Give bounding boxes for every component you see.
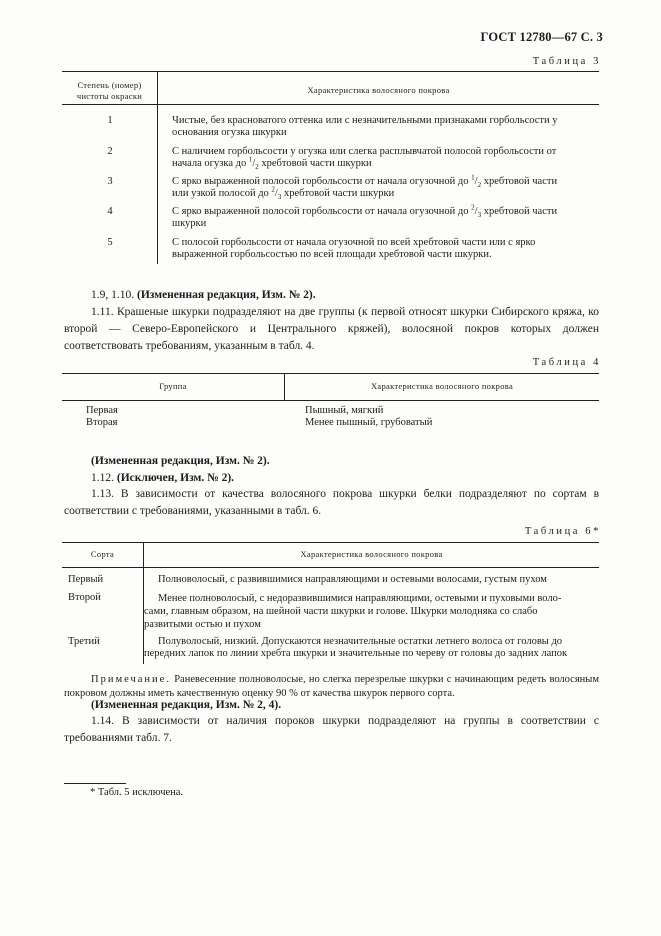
group-description: Менее пышный, грубоватый bbox=[305, 417, 433, 428]
table4-header-rule bbox=[62, 400, 599, 401]
table4-col2-header: Характеристика волосяного покрова bbox=[370, 381, 514, 391]
group-name: Вторая bbox=[86, 417, 118, 428]
table6-col2-header: Характеристика волосяного покрова bbox=[300, 549, 443, 559]
group-name: Первая bbox=[86, 405, 118, 416]
sort-description: Менее полноволосый, с недоразвившимися направляющими, остевыми и пуховыми воло- сами, главным образом, на шейной части шкурки и голове. Шкурки молодняка со слабо развитыми остью и пухом bbox=[144, 593, 562, 630]
paragraph-1-13: 1.13. В зависимости от качества волосяного покрова шкурки белки подразделяют по сортам в соответствии с требованиями, указанными в табл. 6. bbox=[64, 488, 599, 517]
table3-col1-header: Степень (номер) чистоты окраски bbox=[76, 80, 143, 101]
row-number: 3 bbox=[107, 176, 113, 187]
sort-name: Первый bbox=[68, 574, 104, 585]
footnote: * Табл. 5 исключена. bbox=[90, 787, 184, 798]
paragraph-1-11: 1.11. Крашеные шкурки подразделяют на две группы (к первой относят шкурки Сибирского кряжа, ко второй — Северо-Европейского и Центрального кряжей), волосяной покров которых должен соответствовать требованиям, указанным в табл. 4. bbox=[64, 306, 599, 352]
table6-note: Примечание. Раневесенние полноволосые, но слегка перезрелые шкурки с начинающим редеть волосяным покровом должны иметь качественную оценку 90 % от качества шкурок первого сорта. bbox=[64, 674, 599, 699]
table6-caption: Таблица 6* bbox=[524, 526, 601, 537]
page-header: ГОСТ 12780—67 С. 3 bbox=[480, 30, 603, 44]
table4-caption: Таблица 4 bbox=[532, 357, 601, 368]
edit-note-2-4: (Измененная редакция, Изм. № 2, 4). bbox=[91, 699, 282, 711]
group-description: Пышный, мягкий bbox=[305, 405, 384, 416]
row-number: 4 bbox=[107, 206, 113, 217]
row-description: Чистые, без красноватого оттенка или с незначительными признаками горбольсости у основания огузка шкурки bbox=[172, 115, 558, 138]
table3-top-rule bbox=[62, 71, 599, 72]
edit-note-2: (Измененная редакция, Изм. № 2). bbox=[91, 455, 270, 467]
sort-description: Полноволосый, с развившимися направляющими и остевыми волосами, густым пухом bbox=[158, 574, 547, 585]
row-description: С ярко выраженной полосой горбольсости от начала огузочной до $^2/_3$ хребтовой части шкурки bbox=[172, 203, 558, 229]
row-description: С ярко выраженной полосой горбольсости от начала огузочной до $^1/_2$ хребтовой части или узкой полосой до $^2/_3$ хребтовой части шкурки bbox=[172, 173, 558, 202]
table4-col1-header: Группа bbox=[159, 381, 187, 391]
table6-header-rule bbox=[62, 567, 599, 568]
sort-name: Третий bbox=[68, 636, 100, 647]
table3-column-divider bbox=[157, 71, 158, 264]
row-number: 5 bbox=[107, 237, 113, 248]
sort-description: Полуволосый, низкий. Допускаются незначительные остатки летнего волоса от головы до передних лапок по линии хребта шкурки и значительные по череву от головы до задних лапок bbox=[144, 636, 568, 659]
table3-caption: Таблица 3 bbox=[532, 56, 601, 67]
table4-top-rule bbox=[62, 373, 599, 374]
paragraph-1-9: 1.9, 1.10. (Измененная редакция, Изм. № 2). bbox=[91, 289, 316, 301]
row-number: 1 bbox=[107, 115, 113, 126]
table6-col1-header: Сорта bbox=[90, 549, 115, 559]
table3-col2-header: Характеристика волосяного покрова bbox=[307, 85, 450, 95]
footnote-rule bbox=[64, 783, 126, 784]
row-description: С полосой горбольсости от начала огузочной по всей хребтовой части или с ярко выраженной горбольсостью по всей площади хребтовой части шкурки. bbox=[172, 237, 536, 260]
paragraph-1-14: 1.14. В зависимости от наличия пороков шкурки подразделяют на группы в соответствии с требованиями табл. 7. bbox=[64, 715, 599, 744]
row-number: 2 bbox=[107, 146, 113, 157]
table3-header-rule bbox=[62, 104, 599, 105]
row-description: С наличием горбольсости у огузка или слегка расплывчатой полосой горбольсости от начала огузка до $^1/_2$ хребтовой части шкурки bbox=[172, 146, 557, 172]
paragraph-1-12: 1.12. (Исключен, Изм. № 2). bbox=[91, 472, 235, 484]
sort-name: Второй bbox=[68, 592, 101, 603]
